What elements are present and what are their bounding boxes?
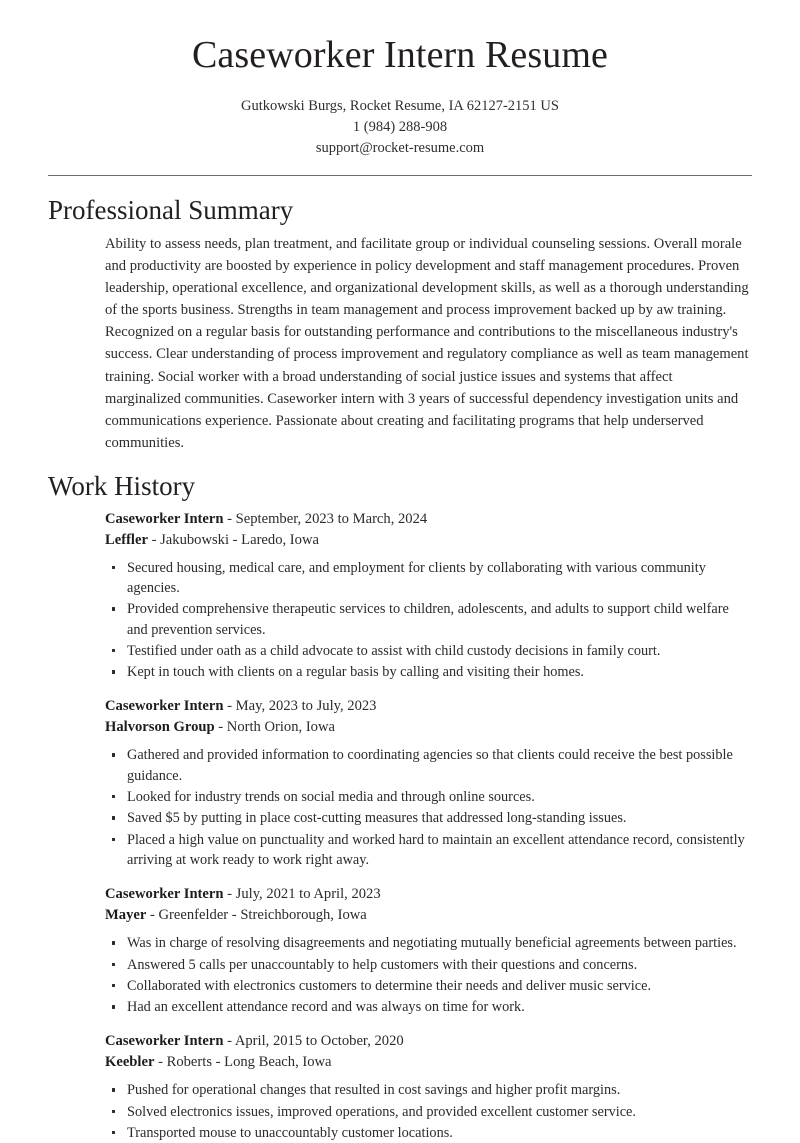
job-title: Caseworker Intern [105, 1033, 224, 1050]
job-bullet: Was in charge of resolving disagreements and negotiating mutually beneficial agreements between parties. [105, 933, 745, 953]
job-dates: - April, 2015 to October, 2020 [223, 1033, 404, 1050]
professional-summary-section [0, 194, 800, 454]
job-location: - Greenfelder - Streichborough, Iowa [146, 907, 367, 924]
job-location: - Roberts - Long Beach, Iowa [154, 1054, 332, 1071]
job-title: Caseworker Intern [105, 698, 224, 715]
job-location: - North Orion, Iowa [214, 719, 335, 736]
contact-block [48, 96, 752, 159]
job-entry [105, 509, 752, 683]
job-bullet: Had an excellent attendance record and was always on time for work. [105, 997, 745, 1017]
job-bullet: Gathered and provided information to coordinating agencies so that clients could receive the best possible guidance. [105, 745, 745, 786]
work-history-body [48, 509, 752, 1143]
job-title-line [105, 884, 752, 905]
job-title-line [105, 696, 752, 717]
job-bullet-list [105, 745, 752, 870]
job-company: Mayer [105, 907, 147, 924]
job-bullet: Transported mouse to unaccountably customer locations. [105, 1123, 745, 1143]
job-title-line [105, 1031, 752, 1052]
job-title-line [105, 509, 752, 530]
job-bullet: Secured housing, medical care, and employment for clients by collaborating with various community agencies. [105, 558, 745, 599]
job-bullet: Collaborated with electronics customers to determine their needs and deliver music service. [105, 976, 745, 996]
job-bullet: Solved electronics issues, improved operations, and provided excellent customer service. [105, 1102, 745, 1122]
job-entry [105, 696, 752, 870]
job-company-line [105, 530, 752, 551]
job-company: Keebler [105, 1054, 155, 1071]
job-dates: - July, 2021 to April, 2023 [223, 886, 381, 903]
job-company-line [105, 717, 752, 738]
job-company-line [105, 905, 752, 926]
header-divider [48, 175, 752, 176]
job-dates: - May, 2023 to July, 2023 [223, 698, 377, 715]
job-bullet: Answered 5 calls per unaccountably to help customers with their questions and concerns. [105, 955, 745, 975]
job-entry [105, 1031, 752, 1143]
job-bullet-list [105, 933, 752, 1017]
job-company-line [105, 1052, 752, 1073]
job-bullet: Placed a high value on punctuality and worked hard to maintain an excellent attendance record, consistently arriving at work ready to work right away. [105, 830, 745, 871]
work-history-section [0, 470, 800, 1143]
job-title: Caseworker Intern [105, 510, 224, 527]
job-company: Leffler [105, 531, 148, 548]
resume-header [0, 0, 800, 159]
contact-address: Gutkowski Burgs, Rocket Resume, IA 62127-2151 US [241, 97, 559, 114]
job-title: Caseworker Intern [105, 886, 224, 903]
job-dates: - September, 2023 to March, 2024 [223, 510, 428, 527]
job-bullet-list [105, 558, 752, 683]
job-entry [105, 884, 752, 1017]
professional-summary-body [48, 233, 752, 455]
job-company: Halvorson Group [105, 719, 215, 736]
job-bullet: Saved $5 by putting in place cost-cutting measures that addressed long-standing issues. [105, 808, 745, 828]
section-heading-work-history: Work History [48, 471, 196, 502]
job-bullet: Looked for industry trends on social media and through online sources. [105, 787, 745, 807]
job-location: - Jakubowski - Laredo, Iowa [147, 531, 319, 548]
job-bullet: Kept in touch with clients on a regular basis by calling and visiting their homes. [105, 662, 745, 682]
job-bullet: Pushed for operational changes that resulted in cost savings and higher profit margins. [105, 1080, 745, 1100]
job-bullet: Testified under oath as a child advocate to assist with child custody decisions in family court. [105, 641, 745, 661]
job-bullet: Provided comprehensive therapeutic services to children, adolescents, and adults to support child welfare and prevention services. [105, 599, 745, 640]
contact-email: support@rocket-resume.com [315, 140, 485, 156]
section-heading-professional-summary: Professional Summary [48, 195, 294, 226]
contact-phone: 1 (984) 288-908 [352, 118, 448, 135]
page-title: Caseworker Intern Resume [191, 34, 609, 76]
professional-summary-text: Ability to assess needs, plan treatment, and facilitate group or individual counseling sessions. Overall morale and productivity are boosted by experience in policy development and staff management procedures. Proven leadership, operational excellence, and organizational development skills, as well as a thorough understanding of the sports business. Strengths in team management and process improvement backed up by aw training. Recognized on a regular basis for outstanding performance and contributions to the miscellaneous industry's success. Clear understanding of process improvement and regulatory compliance as well as team management training. Social worker with a broad understanding of social justice issues and systems that affect marginalized communities. Caseworker intern with 3 years of successful dependency investigation units and communications experience. Passionate about creating and facilitating programs that help underserved communities. [105, 235, 749, 452]
job-bullet-list [105, 1080, 752, 1143]
